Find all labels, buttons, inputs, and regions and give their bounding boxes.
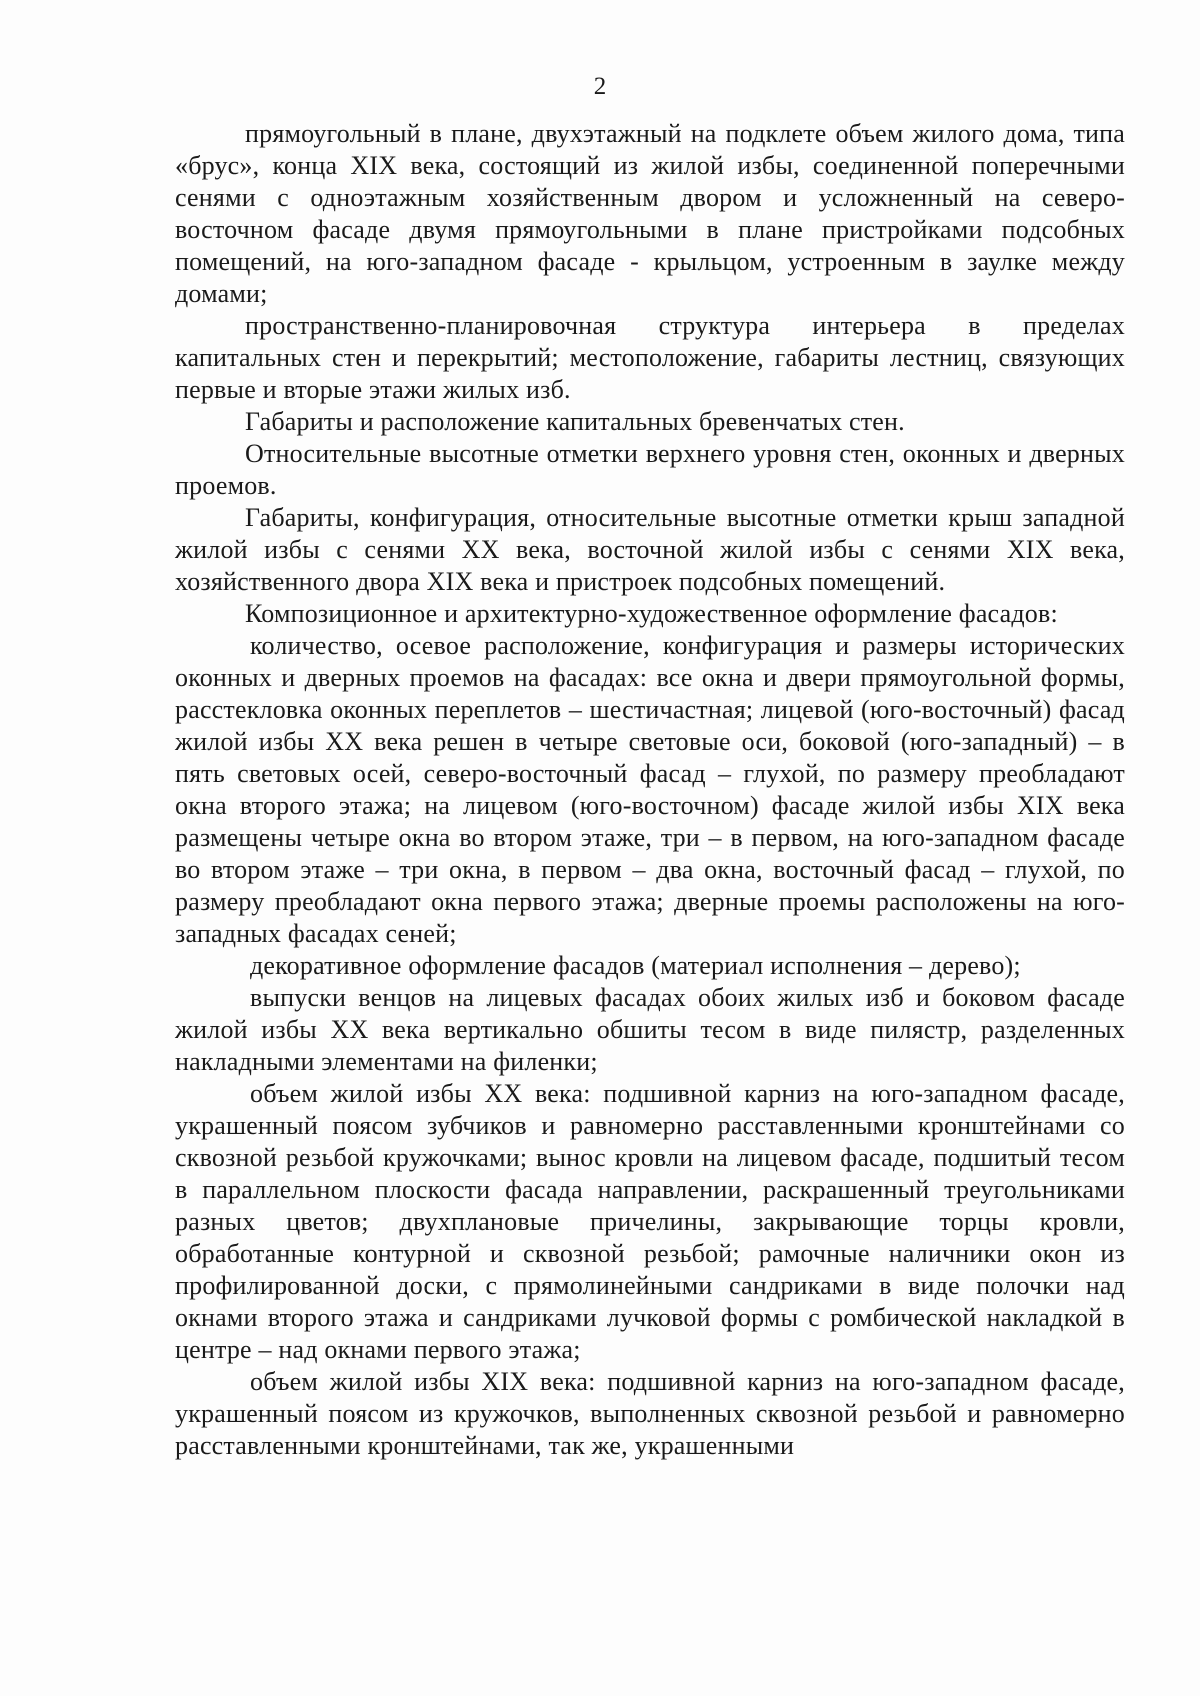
paragraph-openings: количество, осевое расположение, конфигурация и размеры исторических оконных и дверных проемов на фасадах: все окна и двери прямоугольной формы, расстекловка оконных переплетов – шестичастная; лицевой (юго-восточный) фасад жилой избы XX века решен в четыре световые оси, боковой (юго-западный) – в пять световых осей, северо-восточный фасад – глухой, по размеру преобладают окна второго этажа; на лицевом (юго-восточном) фасаде жилой избы XIX века размещены четыре окна во втором этаже, три – в первом, на юго-западном фасаде во втором этаже – три окна, в первом – два окна, восточный фасад – глухой, по размеру преобладают окна первого этажа; дверные проемы расположены на юго-западных фасадах сеней;: [175, 631, 1125, 948]
document-body: [175, 118, 1125, 1462]
paragraph-roofs: Габариты, конфигурация, относительные высотные отметки крыш западной жилой избы с сенями XX века, восточной жилой избы с сенями XIX века, хозяйственного двора XIX века и пристроек подсобных помещений.: [175, 503, 1125, 596]
paragraph-interior-structure: пространственно-планировочная структура интерьера в пределах капитальных стен и перекрытий; местоположение, габариты лестниц, связующих первые и вторые этажи жилых изб.: [175, 311, 1125, 404]
paragraph-house-volume: прямоугольный в плане, двухэтажный на подклете объем жилого дома, типа «брус», конца XIX века, состоящий из жилой избы, соединенной поперечными сенями с одноэтажным хозяйственным двором и усложненный на северо-восточном фасаде двумя прямоугольными в плане пристройками подсобных помещений, на юго-западном фасаде - крыльцом, устроенным в заулке между домами;: [175, 119, 1125, 308]
paragraph-decorative-design: декоративное оформление фасадов (материал исполнения – дерево);: [250, 951, 1021, 980]
paragraph-xx-century-hut: объем жилой избы XX века: подшивной карниз на юго-западном фасаде, украшенный поясом зубчиков и равномерно расставленными кронштейнами со сквозной резьбой кружочками; вынос кровли на лицевом фасаде, подшитый тесом в параллельном плоскости фасада направлении, раскрашенный треугольниками разных цветов; двухплановые причелины, закрывающие торцы кровли, обработанные контурной и сквозной резьбой; рамочные наличники окон из профилированной доски, с прямолинейными сандриками в виде полочки над окнами второго этажа и сандриками лучковой формы с ромбической накладкой в центре – над окнами первого этажа;: [175, 1079, 1125, 1364]
page-number: 2: [593, 73, 607, 100]
paragraph-facade-design-heading: Композиционное и архитектурно-художественное оформление фасадов:: [245, 599, 1058, 628]
paragraph-log-ends: выпуски венцов на лицевых фасадах обоих жилых изб и боковом фасаде жилой избы XX века вертикально обшиты тесом в виде пилястр, разделенных накладными элементами на филенки;: [175, 983, 1125, 1076]
paragraph-walls: Габариты и расположение капитальных бревенчатых стен.: [245, 407, 905, 436]
paragraph-xix-century-hut: объем жилой избы XIX века: подшивной карниз на юго-западном фасаде, украшенный поясом из кружочков, выполненных сквозной резьбой и равномерно расставленными кронштейнами, так же, украшенными: [175, 1367, 1125, 1460]
paragraph-elevation-marks: Относительные высотные отметки верхнего уровня стен, оконных и дверных проемов.: [175, 439, 1125, 500]
